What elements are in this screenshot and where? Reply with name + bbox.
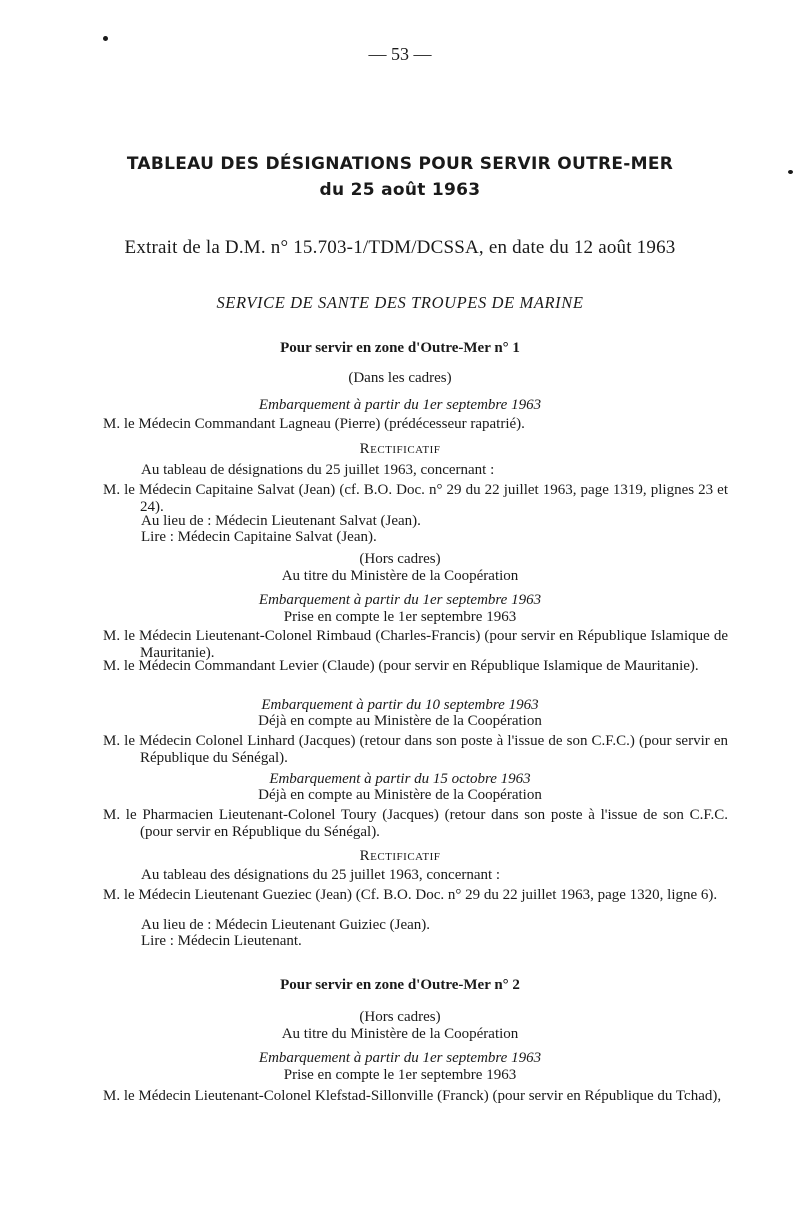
zone1-dans-cadres: (Dans les cadres) [348,370,452,386]
zone1-hors-cadres: (Hors cadres) [359,551,441,567]
zone1-embarquement-4: Embarquement à partir du 15 octobre 1963 [269,771,531,787]
rectificatif-2-intro: Au tableau des désignations du 25 juillet 1963, concernant : [141,867,501,883]
zone1-embarquement-2: Embarquement à partir du 1er septembre 1963 [258,592,542,608]
entry-salvat: M. le Médecin Capitaine Salvat (Jean) (cf. B.O. Doc. n° 29 du 22 juillet 1963, page 1319, plignes 23 et 24). [103,482,728,515]
zone1-au-titre: Au titre du Ministère de la Coopération [281,568,519,584]
salvat-lire: Lire : Médecin Capitaine Salvat (Jean). [141,529,377,545]
zone1-embarquement-1: Embarquement à partir du 1er septembre 1963 [258,397,542,413]
zone2-hors-cadres: (Hors cadres) [359,1009,441,1025]
salvat-au-lieu: Au lieu de : Médecin Lieutenant Salvat (Jean). [141,513,421,529]
ink-speck [103,36,108,41]
extract-line: Extrait de la D.M. n° 15.703-1/TDM/DCSSA, en date du 12 août 1963 [124,237,676,258]
gueziec-lire: Lire : Médecin Lieutenant. [141,933,302,949]
rectificatif-1: Rectificatif [359,441,441,457]
zone1-embarquement-3: Embarquement à partir du 10 septembre 1963 [261,697,539,713]
gueziec-au-lieu: Au lieu de : Médecin Lieutenant Guiziec (Jean). [141,917,431,933]
zone2-embarquement-1: Embarquement à partir du 1er septembre 1963 [258,1050,542,1066]
entry-linhard: M. le Médecin Colonel Linhard (Jacques) (retour dans son poste à l'issue de son C.F.C.) (pour servir en République du Sénégal). [103,733,728,766]
entry-gueziec: M. le Médecin Lieutenant Gueziec (Jean) (Cf. B.O. Doc. n° 29 du 22 juillet 1963, page 1320, ligne 6). [103,887,718,903]
page-number: — 53 — [368,44,432,64]
document-title: TABLEAU DES DÉSIGNATIONS POUR SERVIR OUTRE-MER [126,154,674,174]
entry-klefstad: M. le Médecin Lieutenant-Colonel Klefstad-Sillonville (Franck) (pour servir en République du Tchad), [103,1088,722,1104]
zone2-heading: Pour servir en zone d'Outre-Mer n° 2 [280,977,520,993]
zone1-deja-4: Déjà en compte au Ministère de la Coopération [258,787,542,803]
entry-toury: M. le Pharmacien Lieutenant-Colonel Toury (Jacques) (retour dans son poste à l'issue de son C.F.C. (pour servir en République du Sénégal). [103,807,728,840]
zone1-heading: Pour servir en zone d'Outre-Mer n° 1 [280,340,520,356]
service-heading: SERVICE DE SANTE DES TROUPES DE MARINE [216,293,584,312]
rectificatif-1-intro: Au tableau de désignations du 25 juillet 1963, concernant : [141,462,495,478]
document-date: du 25 août 1963 [319,180,481,200]
zone1-deja-3: Déjà en compte au Ministère de la Coopération [258,713,542,729]
entry-lagneau: M. le Médecin Commandant Lagneau (Pierre) (prédécesseur rapatrié). [103,416,525,432]
entry-levier: M. le Médecin Commandant Levier (Claude) (pour servir en République Islamique de Mauritanie). [103,658,699,674]
zone2-prise-1: Prise en compte le 1er septembre 1963 [283,1067,517,1083]
rectificatif-2: Rectificatif [359,848,441,864]
entry-rimbaud: M. le Médecin Lieutenant-Colonel Rimbaud (Charles-Francis) (pour servir en République Islamique de Mauritanie). [103,628,728,661]
zone2-au-titre: Au titre du Ministère de la Coopération [281,1026,519,1042]
zone1-prise-2: Prise en compte le 1er septembre 1963 [283,609,517,625]
